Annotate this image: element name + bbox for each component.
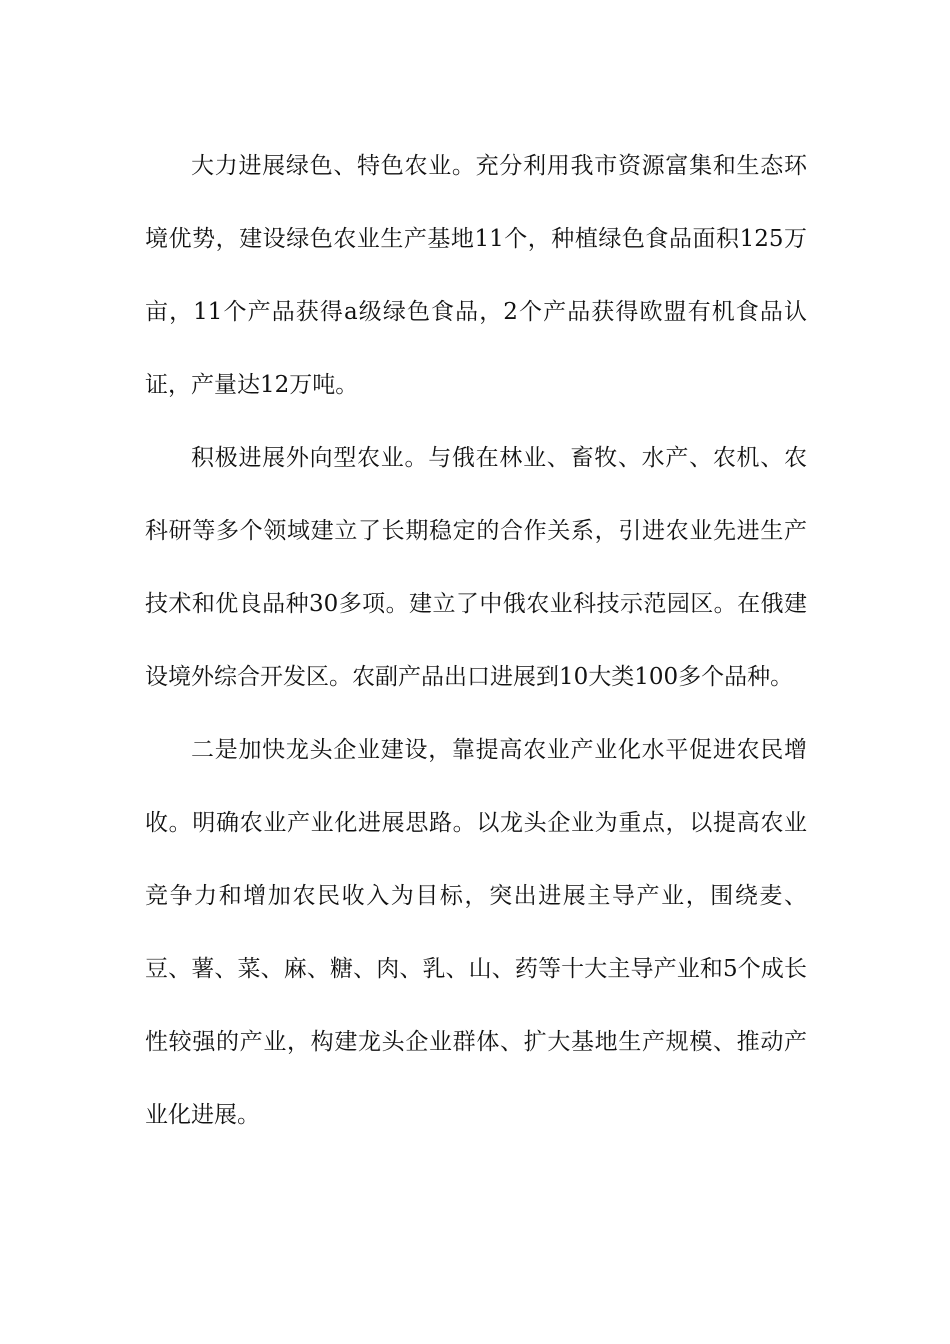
paragraph-leading-enterprises: 二是加快龙头企业建设，靠提高农业产业化水平促进农民增收。明确农业产业化进展思路。以龙头企业为重点，以提高农业竞争力和增加农民收入为目标，突出进展主导产业，围绕麦、豆、薯、菜、麻、糖、肉、乳、山、药等十大主导产业和5个成长性较强的产业，构建龙头企业群体、扩大基地生产规模、推动产业化进展。 (145, 737, 807, 1128)
paragraph-export-agriculture: 积极进展外向型农业。与俄在林业、畜牧、水产、农机、农科研等多个领域建立了长期稳定的合作关系，引进农业先进生产技术和优良品种30多项。建立了中俄农业科技示范园区。在俄建设境外综合开发区。农副产品出口进展到10大类100多个品种。 (145, 445, 807, 690)
document-body (145, 130, 807, 1152)
paragraph-green-agriculture: 大力进展绿色、特色农业。充分利用我市资源富集和生态环境优势，建设绿色农业生产基地11个，种植绿色食品面积125万亩，11个产品获得a级绿色食品，2个产品获得欧盟有机食品认证，产量达12万吨。 (145, 153, 807, 398)
